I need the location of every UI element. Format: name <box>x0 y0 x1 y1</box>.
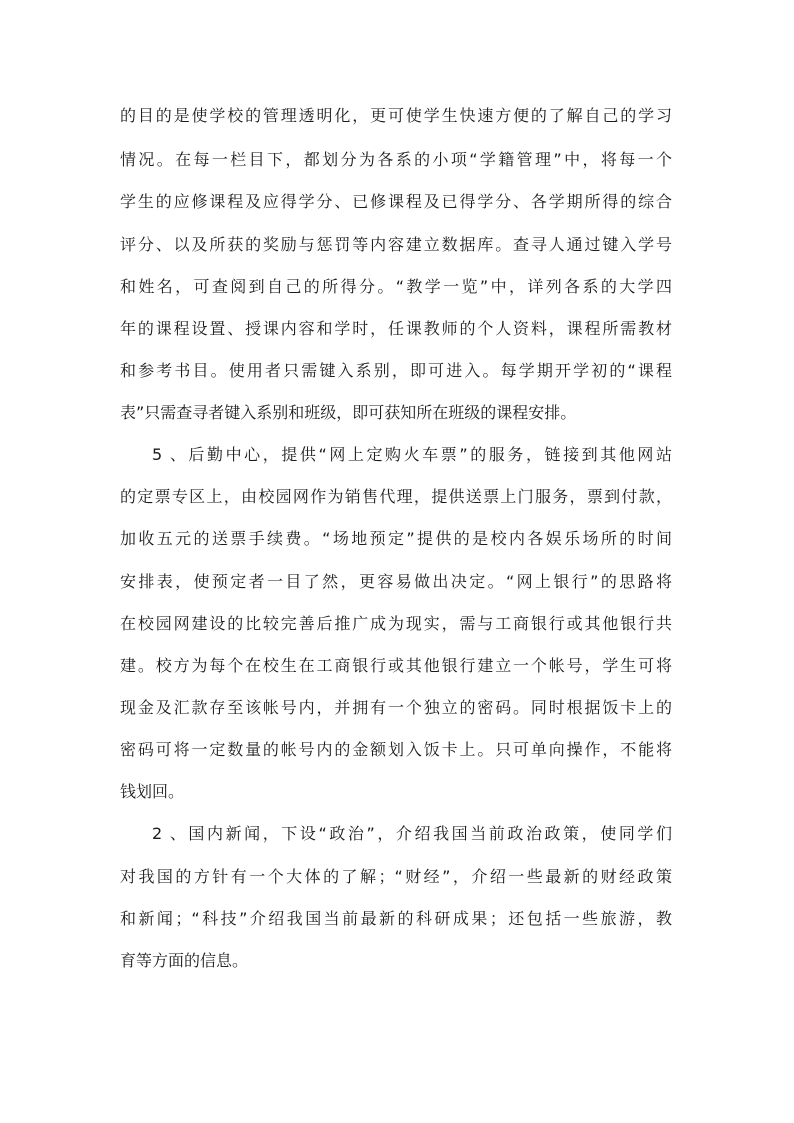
text-line: 和新闻；“科技”介绍我国当前最新的科研成果；还包括一些旅游，教 <box>120 909 672 928</box>
text-line: 和参考书目。使用者只需键入系别，即可进入。每学期开学初的“课程 <box>120 361 672 380</box>
text-line: 钱划回。 <box>120 782 185 801</box>
text-line: 的目的是使学校的管理透明化，更可使学生快速方便的了解自己的学习 <box>120 106 672 125</box>
text-line: 学生的应修课程及应得学分、已修课程及已得学分、各学期所得的综合 <box>120 192 672 211</box>
text-line: 现金及汇款存至该帐号内，并拥有一个独立的密码。同时根据饭卡上的 <box>120 698 672 717</box>
text-line: 评分、以及所获的奖励与惩罚等内容建立数据库。查寻人通过键入学号 <box>120 235 672 254</box>
text-line: 加收五元的送票手续费。“场地预定”提供的是校内各娱乐场所的时间 <box>120 529 672 548</box>
text-line: 育等方面的信息。 <box>120 951 249 970</box>
text-line: 在校园网建设的比较完善后推广成为现实，需与工商银行或其他银行共 <box>120 614 672 633</box>
text-line: 表”只需查寻者键入系别和班级，即可获知所在班级的课程安排。 <box>120 403 577 422</box>
text-line: 安排表，使预定者一目了然，更容易做出决定。“网上银行”的思路将 <box>120 572 672 591</box>
text-line: 密码可将一定数量的帐号内的金额划入饭卡上。只可单向操作，不能将 <box>120 740 672 759</box>
text-line: 和姓名，可查阅到自己的所得分。“教学一览”中，详列各系的大学四 <box>120 277 672 296</box>
text-line: 5 、后勤中心，提供“网上定购火车票”的服务，链接到其他网站 <box>152 445 672 464</box>
text-line: 建。校方为每个在校生在工商银行或其他银行建立一个帐号，学生可将 <box>120 656 672 675</box>
text-line: 年的课程设置、授课内容和学时，任课教师的个人资料，课程所需教材 <box>120 319 672 338</box>
text-line: 的定票专区上，由校园网作为销售代理，提供送票上门服务，票到付款， <box>120 487 672 506</box>
text-line: 情况。在每一栏目下，都划分为各系的小项“学籍管理”中，将每一个 <box>120 150 672 169</box>
text-line: 2 、国内新闻，下设“政治”，介绍我国当前政治政策，使同学们 <box>152 824 672 843</box>
text-line: 对我国的方针有一个大体的了解；“财经”，介绍一些最新的财经政策 <box>120 867 672 886</box>
